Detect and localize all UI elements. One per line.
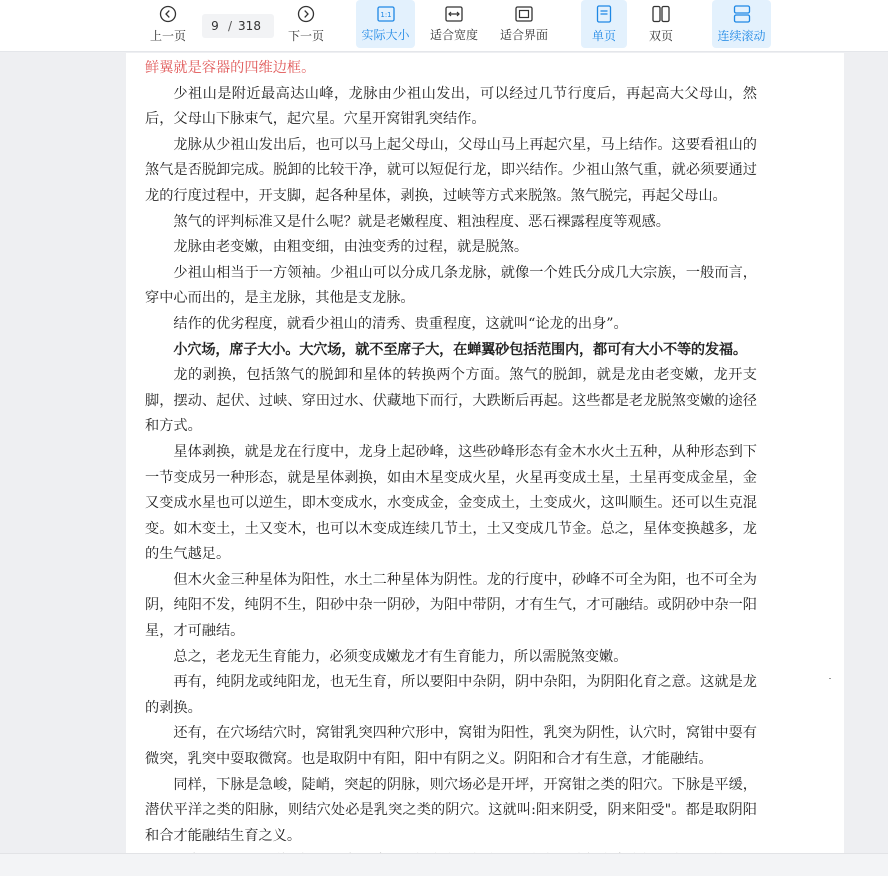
paragraph: 星体剥换，就是龙在行度中，龙身上起砂峰，这些砂峰形态有金木水火土五种，从种形态到下一节变成另一种形态，就是星体剥换，如由木星变成火星，火星再变成土星，土星再变成金星，金又变成水星也可以逆生，即木变成水，水变成金，金变成土，土变成火，这叫顺生。还可以生克混变。如木变土，土又变木，也可以木变成连续几节土，土又变成几节金。总之，星体变换越多，龙的生气越足。 xyxy=(145,443,757,563)
paragraph: 少祖山是附近最高达山峰，龙脉由少祖山发出，可以经过几节行度后，再起高大父母山，然后，父母山下脉束气，起穴星。穴星开窝钳乳突结作。 xyxy=(145,85,757,128)
paragraph: 总之，老龙无生育能力，必须变成嫩龙才有生育能力，所以需脱煞变嫩。 xyxy=(173,648,628,665)
paragraph: 结作的优劣程度，就看少祖山的清秀、贵重程度，这就叫“论龙的出身”。 xyxy=(173,315,628,332)
prev-page-label: 上一页 xyxy=(149,28,186,43)
next-page-button[interactable] xyxy=(286,0,326,48)
double-page-label: 双页 xyxy=(648,28,673,43)
page-indicator xyxy=(202,14,274,38)
paragraph: 煞气的评判标准又是什么呢？就是老嫩程度、粗浊程度、恶石裸露程度等观感。 xyxy=(173,213,670,230)
paragraph: 鲜翼就是容器的四维边框。 xyxy=(145,60,316,76)
page-separator: / xyxy=(228,19,233,33)
paragraph: 龙脉从少祖山发出后，也可以马上起父母山，父母山马上再起穴星，马上结作。这要看祖山的煞气是否脱卸完成。脱卸的比较干净，就可以短促行龙，即兴结作。少祖山煞气重，就必须要通过龙的行度过程中，开支脚，起各种星体，剥换，过峡等方式来脱煞。煞气脱完，再起父母山。 xyxy=(145,136,757,204)
fit-page-icon xyxy=(515,6,533,22)
paragraph: 同样，下脉是急峻，陡峭，突起的阴脉，则穴场必是开坪，开窝钳之类的阳穴。下脉是平缓，潜伏平洋之类的阳脉，则结穴处必是乳突之类的阴穴。这就叫:阳来阴受，阴来阳受"。都是取阴阳和合才能融结生育之义。 xyxy=(145,776,757,844)
svg-text:1:1: 1:1 xyxy=(379,10,392,19)
single-page-button[interactable] xyxy=(581,0,627,48)
double-page-icon xyxy=(652,5,670,23)
chevron-left-circle-icon xyxy=(159,5,177,23)
paragraph: 再有，纯阴龙或纯阳龙，也无生育，所以要阳中杂阴，阴中杂阳，为阴阳化育之意。这就是龙的剥换。 xyxy=(145,674,757,716)
scroll-marker xyxy=(829,678,831,679)
fit-width-button[interactable] xyxy=(425,0,483,48)
prev-page-button[interactable] xyxy=(148,0,188,48)
paragraph: 龙的剥换，包括煞气的脱卸和星体的转换两个方面。煞气的脱卸，就是龙由老变嫩，龙开支脚，摆动、起伏、过峡、穿田过水、伏藏地下而行，大跌断后再起。这些都是老龙脱煞变嫩的途径和方式。 xyxy=(145,367,757,435)
paragraph: 还有，在穴场结穴时，窝钳乳突四种穴形中，窝钳为阳性，乳突为阴性，认穴时，窝钳中耍有微突，乳突中耍取微窝。也是取阴中有阳，阳中有阴之义。阴阳和合才有生意，才能融结。 xyxy=(145,725,757,768)
fit-page-button[interactable] xyxy=(495,0,553,48)
status-bar xyxy=(0,853,888,876)
single-page-icon xyxy=(596,5,612,23)
continuous-scroll-label: 连续滚动 xyxy=(717,28,766,43)
paragraph: 龙脉由老变嫩，由粗变细，由浊变秀的过程，就是脱煞。 xyxy=(173,239,529,256)
fit-width-label: 适合宽度 xyxy=(429,27,478,42)
chevron-right-circle-icon xyxy=(297,5,315,23)
actual-size-button[interactable] xyxy=(356,0,415,48)
current-page-input[interactable] xyxy=(202,15,228,37)
paragraph: 少祖山相当于一方领袖。少祖山可以分成几条龙脉，就像一个姓氏分成几大宗族，一般而言，穿中心而出的，是主龙脉，其他是支龙脉。 xyxy=(145,264,757,307)
paragraph-bold: 小穴场，席子大小。大穴场，就不至席子大，在蝉翼砂包括范围内，都可有大小不等的发福。 xyxy=(173,341,747,358)
continuous-scroll-icon xyxy=(733,5,751,23)
fit-page-label: 适合界面 xyxy=(499,27,548,42)
next-page-label: 下一页 xyxy=(287,28,324,43)
continuous-scroll-button[interactable] xyxy=(712,0,771,48)
paragraph: 但木火金三种星体为阳性，水土二种星体为阴性。龙的行度中，砂峰不可全为阳，也不可全为阴，纯阳不发，纯阴不生，阳砂中杂一阴砂，为阳中带阴，才有生气，才可融结。或阴砂中杂一阳星，才可融结。 xyxy=(145,571,757,640)
pdf-toolbar xyxy=(0,0,888,52)
fit-width-icon xyxy=(445,6,463,22)
double-page-button[interactable] xyxy=(638,0,684,48)
actual-size-icon xyxy=(377,6,395,22)
single-page-label: 单页 xyxy=(591,28,616,43)
actual-size-label: 实际大小 xyxy=(361,27,410,42)
total-pages: 318 xyxy=(238,19,261,33)
page-text xyxy=(145,56,757,875)
